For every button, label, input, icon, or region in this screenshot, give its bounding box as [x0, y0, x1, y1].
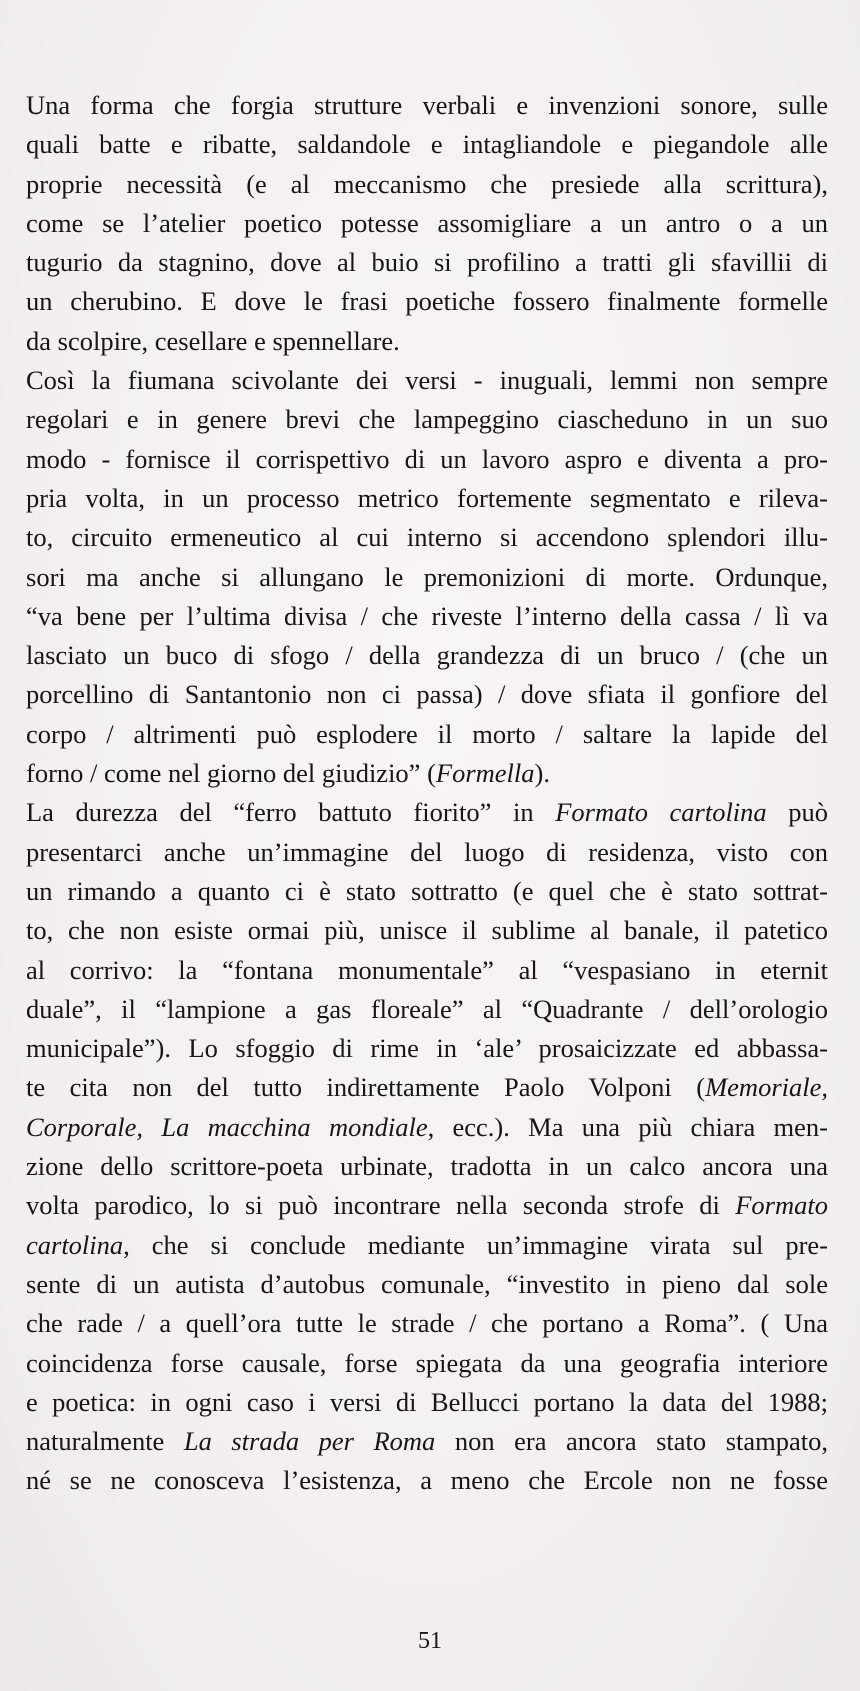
- text-run: La durezza del “ferro battuto fiorito” in: [26, 797, 556, 828]
- text-line: to, che non esiste ormai più, unisce il sublime al banale, il patetico: [26, 915, 828, 946]
- body-text: [26, 86, 828, 1501]
- text-line: Così la fiumana scivolante dei versi - inuguali, lemmi non sempre: [26, 365, 828, 396]
- text-line: [26, 793, 828, 832]
- text-line: come se l’atelier poetico potesse assomigliare a un antro o a un: [26, 207, 828, 238]
- text-line: porcellino di Santantonio non ci passa) / dove sfiata il gonfiore del: [26, 679, 828, 710]
- text-run: naturalmente: [26, 1426, 184, 1457]
- text-line: “va bene per l’ultima divisa / che riveste l’interno della cassa / lì va: [26, 600, 828, 631]
- text-line: [26, 1226, 828, 1265]
- text-line: [26, 1422, 828, 1461]
- text-line: sente di un autista d’autobus comunale, “investito in pieno dal sole: [26, 1268, 828, 1299]
- italic-title: cartolina: [26, 1229, 124, 1260]
- text-line: to, circuito ermeneutico al cui interno si accendono splendori illu-: [26, 522, 828, 553]
- text-line: né se ne conosceva l’esistenza, a meno che Ercole non ne fosse: [26, 1465, 828, 1496]
- text-line: [26, 1108, 828, 1147]
- text-line: [26, 1068, 828, 1107]
- text-run: può: [766, 797, 829, 828]
- text-run: , che si conclude mediante un’immagine virata sul pre-: [123, 1229, 828, 1260]
- italic-title: La strada per Roma: [183, 1426, 436, 1457]
- text-line: municipale”). Lo sfoggio di rime in ‘ale’ prosaicizzate ed abbassa-: [26, 1033, 828, 1064]
- text-line: tugurio da stagnino, dove al buio si profilino a tratti gli sfavillii di: [26, 247, 828, 278]
- text-line: presentarci anche un’immagine del luogo di residenza, visto con: [26, 836, 828, 867]
- text-line: sori ma anche si allungano le premonizioni di morte. Ordunque,: [26, 561, 828, 592]
- text-line: proprie necessità (e al meccanismo che presiede alla scrittura),: [26, 168, 828, 199]
- text-line: pria volta, in un processo metrico fortemente segmentato e rileva-: [26, 482, 828, 513]
- italic-title: Formato cartolina: [555, 797, 767, 828]
- text-line: modo - fornisce il corrispettivo di un lavoro aspro e diventa a pro-: [26, 443, 828, 474]
- text-line: corpo / altrimenti può esplodere il morto / saltare la lapide del: [26, 718, 828, 749]
- text-run: non era ancora stato stampato,: [435, 1426, 828, 1457]
- text-line: che rade / a quell’ora tutte le strade / che portano a Roma”. ( Una: [26, 1308, 828, 1339]
- text-line: e poetica: in ogni caso i versi di Bellucci portano la data del 1988;: [26, 1386, 828, 1417]
- text-line: da scolpire, cesellare e spennellare.: [26, 325, 400, 356]
- text-run: forno / come nel giorno del giudizio” (: [26, 758, 436, 789]
- text-run: volta parodico, lo si può incontrare nella seconda strofe di: [26, 1190, 736, 1221]
- text-run: te cita non del tutto indirettamente Paolo Volponi (: [26, 1072, 706, 1103]
- text-run: , ecc.). Ma una più chiara men-: [427, 1111, 829, 1142]
- italic-title: Memoriale,: [705, 1072, 828, 1103]
- text-line: al corrivo: la “fontana monumentale” al “vespasiano in eternit: [26, 954, 828, 985]
- page-number: 51: [418, 1628, 442, 1654]
- text-line: [26, 1186, 828, 1225]
- text-line: Una forma che forgia strutture verbali e invenzioni sonore, sulle: [26, 90, 828, 120]
- text-line: coincidenza forse causale, forse spiegata da una geografia interiore: [26, 1347, 828, 1378]
- text-line: zione dello scrittore-poeta urbinate, tradotta in un calco ancora una: [26, 1151, 828, 1182]
- text-line: un rimando a quanto ci è stato sottratto (e quel che è stato sottrat-: [26, 875, 828, 906]
- text-line: lasciato un buco di sfogo / della grandezza di un bruco / (che un: [26, 640, 828, 671]
- italic-title: Formato: [735, 1190, 828, 1221]
- italic-title: Corporale, La macchina mondiale: [26, 1111, 428, 1142]
- text-line: quali batte e ribatte, saldandole e intagliandole e piegandole alle: [26, 129, 828, 160]
- text-line: regolari e in genere brevi che lampeggino ciascheduno in un suo: [26, 404, 828, 435]
- text-run: ).: [534, 758, 550, 789]
- text-line: un cherubino. E dove le frasi poetiche fossero finalmente formelle: [26, 286, 828, 317]
- italic-title: Formella: [435, 758, 535, 789]
- text-line: [26, 754, 828, 793]
- text-line: duale”, il “lampione a gas floreale” al “Quadrante / dell’orologio: [26, 993, 828, 1024]
